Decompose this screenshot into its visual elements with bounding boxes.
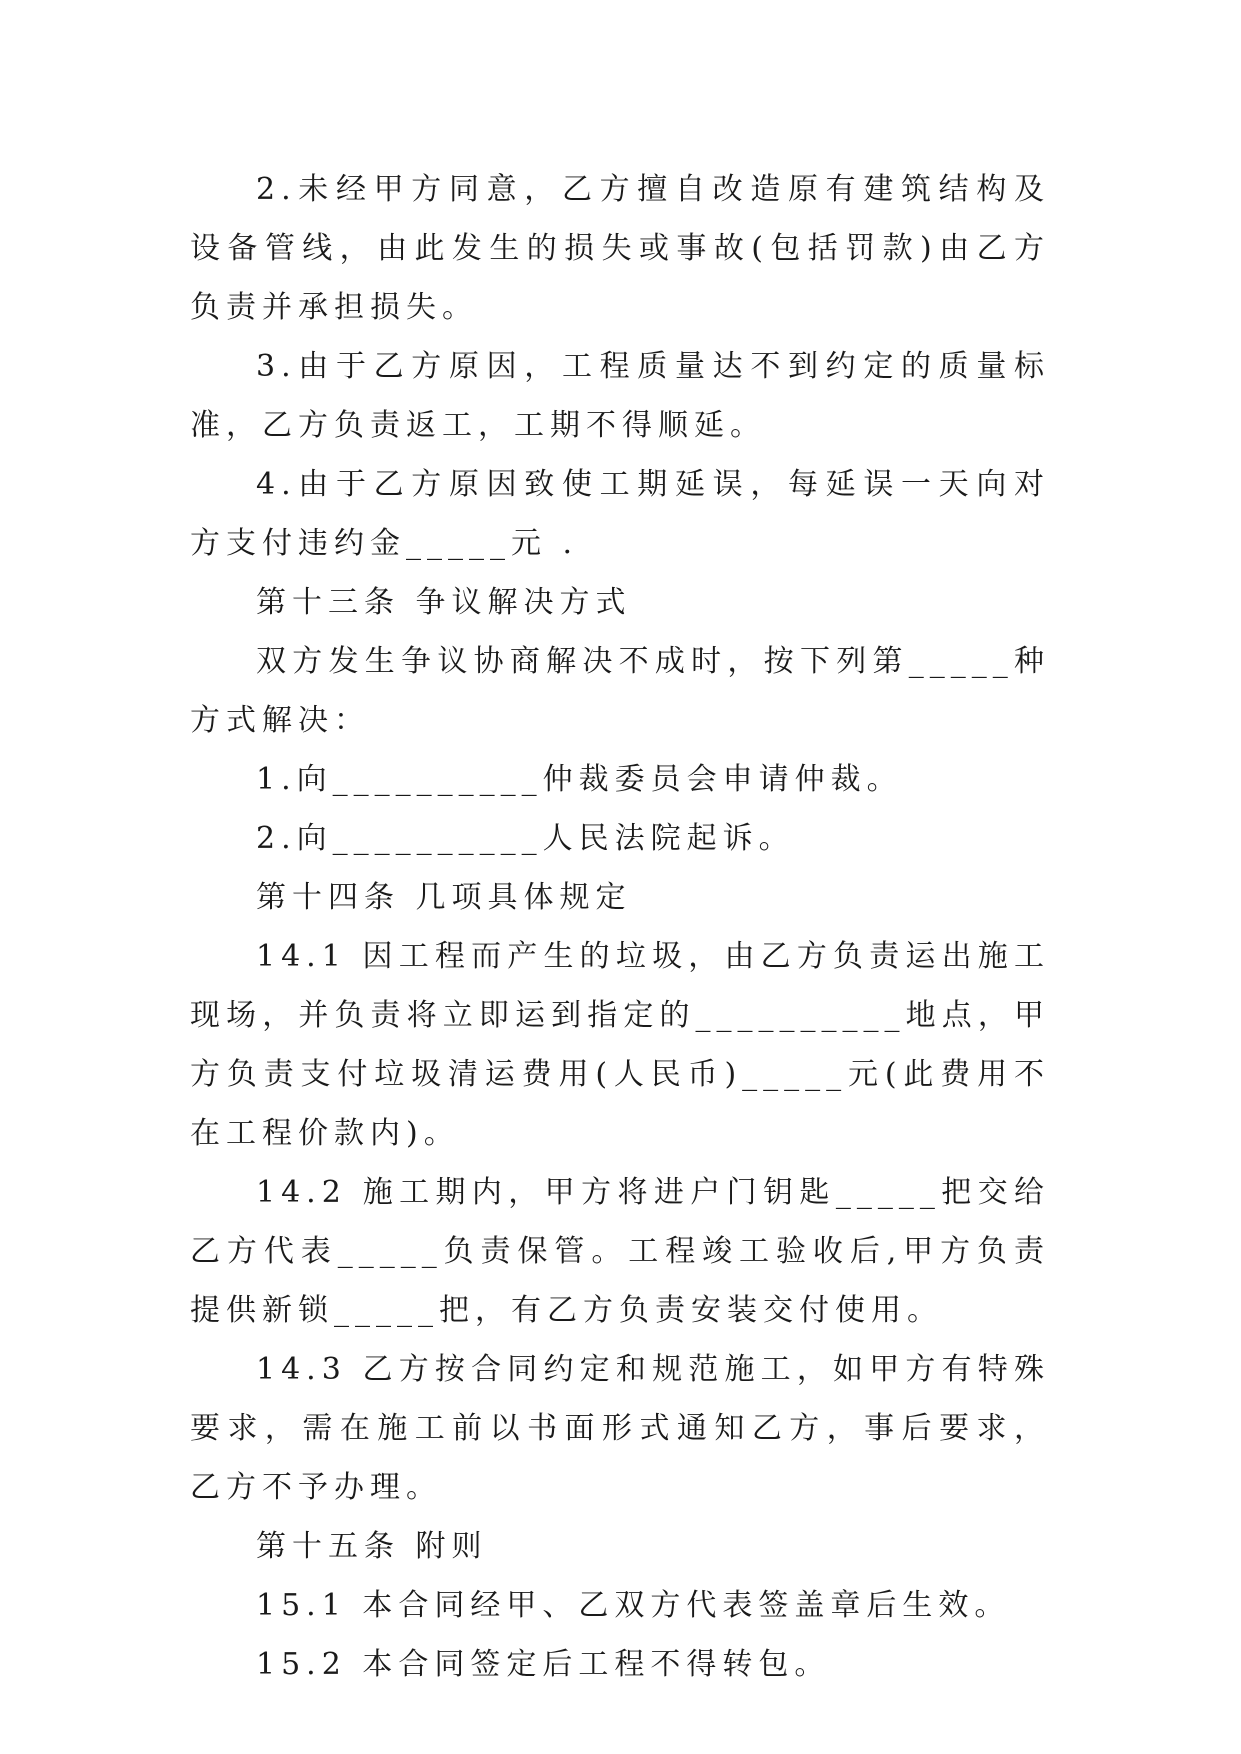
clause-14-2: 14.2 施工期内，甲方将进户门钥匙_____把交给乙方代表_____负责保管。工程竣工验收后,甲方负责提供新锁_____把，有乙方负责安装交付使用。	[190, 1175, 1050, 1328]
clause-13-item-2: 2.向__________人民法院起诉。	[256, 821, 795, 856]
clause-13-intro: 双方发生争议协商解决不成时，按下列第_____种方式解决：	[190, 644, 1050, 738]
clause-14-heading: 第十四条 几项具体规定	[256, 880, 632, 915]
clause-15-1: 15.1 本合同经甲、乙双方代表签盖章后生效。	[256, 1588, 1011, 1623]
clause-14-1: 14.1 因工程而产生的垃圾，由乙方负责运出施工现场，并负责将立即运到指定的__________地点，甲方负责支付垃圾清运费用(人民币)_____元(此费用不在工程价款内)。	[190, 939, 1050, 1151]
document-page	[190, 160, 1050, 1694]
clause-12-item-3: 3.由于乙方原因，工程质量达不到约定的质量标准，乙方负责返工，工期不得顺延。	[190, 349, 1050, 443]
clause-14-3: 14.3 乙方按合同约定和规范施工，如甲方有特殊要求，需在施工前以书面形式通知乙方，事后要求，乙方不予办理。	[190, 1352, 1050, 1505]
clause-15-heading: 第十五条 附则	[256, 1529, 488, 1564]
clause-12-item-4: 4.由于乙方原因致使工期延误，每延误一天向对方支付违约金_____元 .	[190, 467, 1050, 561]
clause-15-2: 15.2 本合同签定后工程不得转包。	[256, 1647, 831, 1682]
clause-13-item-1: 1.向__________仲裁委员会申请仲裁。	[256, 762, 903, 797]
clause-12-item-2: 2.未经甲方同意，乙方擅自改造原有建筑结构及设备管线，由此发生的损失或事故(包括罚款)由乙方负责并承担损失。	[190, 172, 1050, 325]
clause-13-heading: 第十三条 争议解决方式	[256, 585, 632, 620]
